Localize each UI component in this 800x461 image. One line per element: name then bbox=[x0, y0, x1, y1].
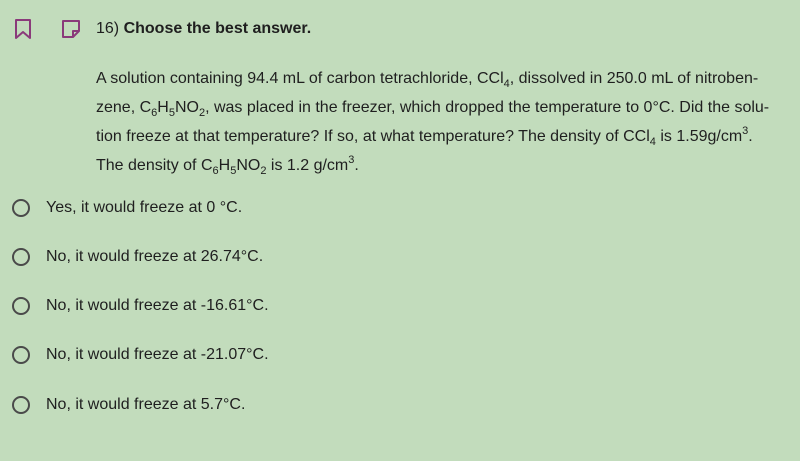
superscript: 3 bbox=[348, 154, 355, 166]
radio-button[interactable] bbox=[12, 396, 30, 414]
text-run: A solution containing 94.4 mL of carbon tetrachloride, CCl bbox=[96, 70, 504, 87]
radio-button[interactable] bbox=[12, 248, 30, 266]
answer-option-label: Yes, it would freeze at 0 °C. bbox=[46, 199, 243, 216]
subscript: 4 bbox=[649, 136, 656, 148]
text-run: . bbox=[354, 157, 359, 174]
subscript: 2 bbox=[198, 107, 206, 119]
text-run: . bbox=[748, 128, 753, 145]
question-text bbox=[96, 64, 780, 180]
text-run: H bbox=[157, 99, 169, 116]
superscript: 3 bbox=[742, 125, 749, 137]
answer-option-label: No, it would freeze at -21.07°C. bbox=[46, 346, 269, 363]
answer-option-2[interactable] bbox=[12, 244, 263, 270]
answer-option-3[interactable] bbox=[12, 293, 269, 319]
question-line-1 bbox=[96, 64, 780, 93]
subscript: 4 bbox=[503, 78, 510, 90]
answer-option-1[interactable] bbox=[12, 195, 242, 221]
answer-option-label: No, it would freeze at 5.7°C. bbox=[46, 396, 246, 413]
text-run: NO bbox=[236, 157, 261, 174]
text-run: tion freeze at that temperature? If so, at what temperature? The density of CCl bbox=[96, 128, 650, 145]
subscript: 2 bbox=[260, 165, 267, 177]
subscript: 5 bbox=[230, 165, 237, 177]
subscript: 6 bbox=[151, 107, 158, 119]
text-run: NO bbox=[174, 99, 199, 116]
radio-button[interactable] bbox=[12, 346, 30, 364]
answer-option-label: No, it would freeze at -16.61°C. bbox=[46, 297, 269, 314]
question-header bbox=[96, 19, 311, 39]
text-run: is 1.2 g/cm bbox=[266, 157, 349, 174]
radio-button[interactable] bbox=[12, 297, 30, 315]
text-run: H bbox=[218, 157, 231, 174]
text-run: is 1.59g/cm bbox=[655, 128, 743, 145]
answer-option-4[interactable] bbox=[12, 342, 269, 368]
text-run: , dissolved in 250.0 mL of nitroben- bbox=[509, 70, 759, 87]
radio-button[interactable] bbox=[12, 199, 30, 217]
answer-option-5[interactable] bbox=[12, 392, 245, 418]
text-run: zene, C bbox=[96, 99, 152, 116]
question-number: 16) bbox=[96, 20, 120, 37]
subscript: 6 bbox=[212, 165, 219, 177]
subscript: 5 bbox=[168, 107, 175, 119]
question-line-2 bbox=[96, 93, 780, 122]
question-instruction: Choose the best answer. bbox=[123, 20, 312, 37]
question-line-3 bbox=[96, 122, 780, 151]
text-run: , was placed in the freezer, which dropped the temperature to 0°C. Did the solu- bbox=[205, 99, 770, 116]
text-run: The density of C bbox=[96, 157, 213, 174]
note-icon[interactable] bbox=[60, 18, 82, 40]
question-line-4 bbox=[96, 151, 780, 180]
bookmark-icon[interactable] bbox=[14, 18, 32, 40]
answer-option-label: No, it would freeze at 26.74°C. bbox=[46, 248, 264, 265]
